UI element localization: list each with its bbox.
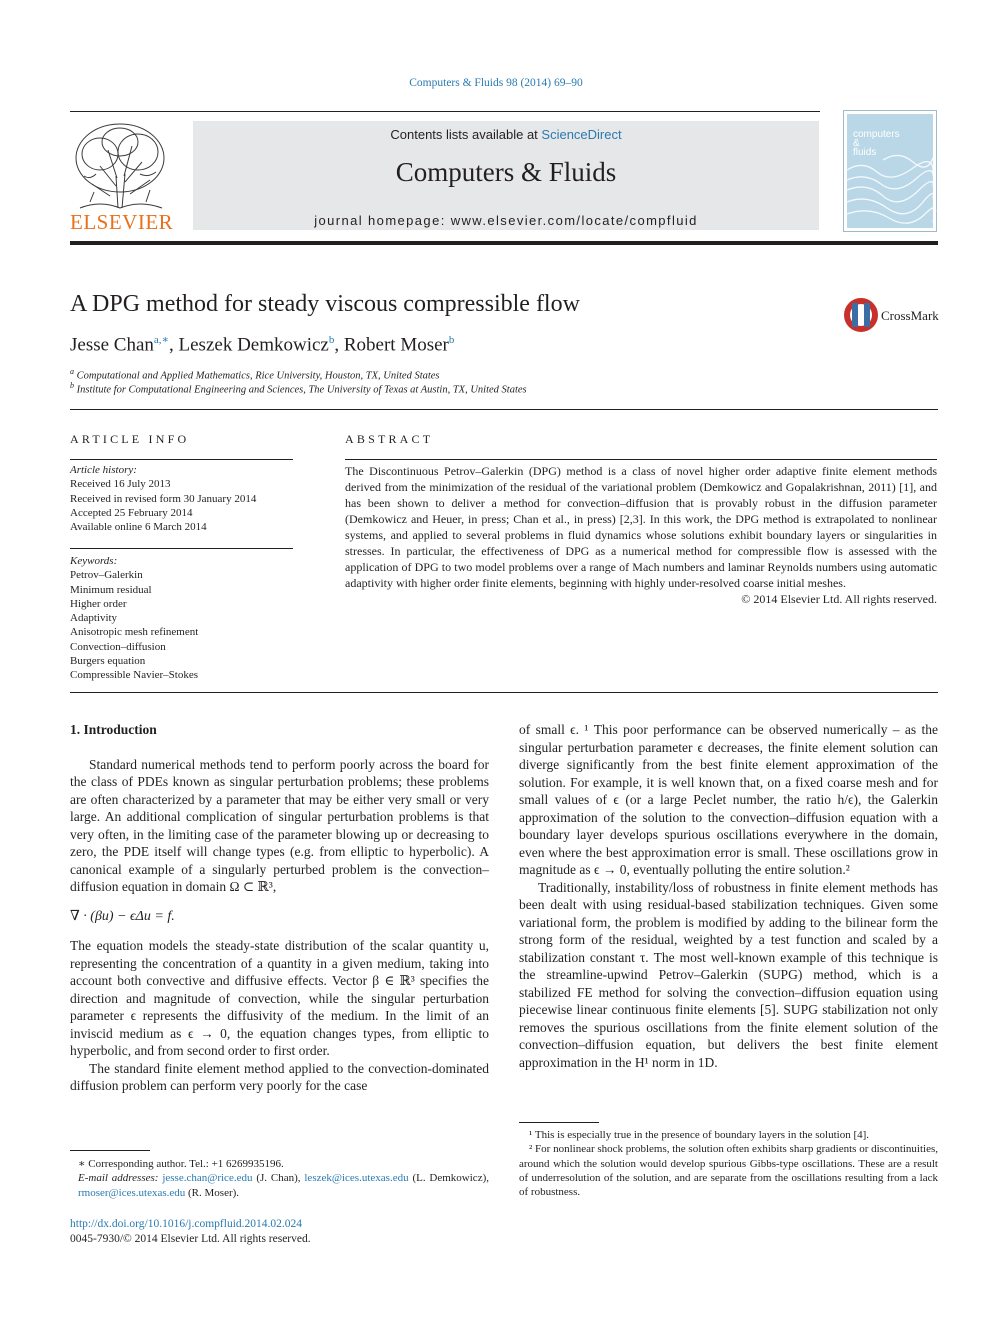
article-identifiers <box>70 1217 311 1246</box>
email-owner: (R. Moser). <box>188 1186 240 1199</box>
issn-line: 0045-7930/© 2014 Elsevier Ltd. All rights reserved. <box>70 1232 311 1245</box>
header-thick-rule <box>70 241 938 245</box>
abstract-copyright: © 2014 Elsevier Ltd. All rights reserved. <box>741 592 937 606</box>
front-matter-rule <box>70 692 938 693</box>
crossmark-badge[interactable] <box>843 297 943 333</box>
history-item: Received 16 July 2013 <box>70 478 171 491</box>
cover-title <box>853 130 900 157</box>
email-label: E-mail addresses: <box>78 1172 159 1185</box>
abstract-rule <box>345 459 937 460</box>
author-sup[interactable]: a,∗ <box>153 334 170 346</box>
journal-cover[interactable] <box>843 110 937 232</box>
affiliation-sup: a <box>70 367 74 376</box>
journal-name: Computers & Fluids <box>395 157 617 187</box>
abstract-heading: ABSTRACT <box>345 432 434 446</box>
article-info-heading: ARTICLE INFO <box>70 432 190 446</box>
cover-line-1: computers <box>853 129 900 140</box>
footnote: ¹ This is especially true in the presence of boundary layers in the solution [4]. <box>529 1129 870 1141</box>
corresponding-author: ∗ Corresponding author. Tel.: +1 6269935196. <box>78 1158 284 1170</box>
keyword: Anisotropic mesh refinement <box>70 626 199 639</box>
crossmark-label: CrossMark <box>881 308 939 323</box>
left-column <box>70 721 489 1095</box>
keyword: Adaptivity <box>70 612 118 625</box>
keyword: Higher order <box>70 597 127 610</box>
journal-homepage[interactable]: journal homepage: www.elsevier.com/locate/compfluid <box>314 213 698 228</box>
author-name[interactable]: Jesse Chan <box>70 334 154 356</box>
author-sup[interactable]: b <box>328 334 335 346</box>
abstract-body <box>345 463 937 607</box>
article-history <box>70 463 293 534</box>
keyword: Compressible Navier–Stokes <box>70 669 199 682</box>
article-info-rule <box>70 459 293 460</box>
author-list: Jesse Chan$^{a,∗}$, Leszek Demkowicz$^b$, Robert Moser$^b$ <box>70 334 455 356</box>
elsevier-wordmark: ELSEVIER <box>70 210 174 234</box>
keyword: Petrov–Galerkin <box>70 569 143 582</box>
abstract-text: The Discontinuous Petrov–Galerkin (DPG) method is a class of novel higher order adaptive finite element methods derived from the minimization of the residual of the variational problem (Demkowicz and Gopalakrishnan, 2011) [1], and has been shown to deliver a method for convection–diffusion that is provably robust in the diffusion parameter (Demkowicz and Heuer, in press; Chan et al., in press) [2,3]. In this work, the DPG method is extrapolated to nonlinear systems, and applied to several problems in fluid dynamics whose solutions exhibit boundary layers or singularities in stresses. In particular, the effectiveness of DPG as a numerical method for compressible flow is assessed with the application of DPG to two model problems over a range of Mach numbers and laminar Reynolds numbers using automatic adaptivity with higher order finite elements, beginning with highly under-resolved coarse initial meshes. <box>345 464 937 590</box>
affiliation-text: Institute for Computational Engineering and Sciences, The University of Texas at Austin, TX, United States <box>76 384 527 396</box>
sciencedirect-link[interactable]: ScienceDirect <box>541 127 622 142</box>
email-addresses <box>70 1171 489 1200</box>
section-heading: 1. Introduction <box>70 722 157 737</box>
author-name[interactable]: Robert Moser <box>343 334 449 356</box>
author-sup[interactable]: b <box>448 334 455 346</box>
email-link[interactable]: leszek@ices.utexas.edu <box>304 1172 409 1185</box>
affiliation-sup: b <box>70 381 74 390</box>
right-column <box>519 721 938 1071</box>
affiliation <box>70 381 527 396</box>
footnote: ² For nonlinear shock problems, the solution often exhibits sharp gradients or discontinuities, around which the solution would develop spurious Gibbs-type oscillations. These are a result of underresolution of the solution, and are separate from the oscillations resulting from a lack of robustness. <box>519 1143 939 1199</box>
paragraph: The standard finite element method applied to the convection-dominated diffusion problem can perform very poorly for the case <box>70 1060 489 1093</box>
paragraph: Traditionally, instability/loss of robustness in finite element methods has been dealt with using residual-based stabilization techniques. Given some variational form, the problem is modified by adding to the bilinear form the strong form of the residual, weighted by a test function and scaled by a stabilization constant τ. The most well-known example of this technique is the streamline-upwind Petrov–Galerkin (SUPG) method, which is a stabilized FE method for solving the convection–diffusion equation using piecewise linear continuous finite elements [5]. SUPG stabilization not only removes the spurious oscillations from the finite element solution of the convection–diffusion equation, but delivers the best finite element approximation in the H¹ norm in 1D. <box>519 879 938 1070</box>
affiliation <box>70 367 440 382</box>
elsevier-logo[interactable] <box>70 116 174 234</box>
crossmark-icon <box>843 297 879 333</box>
history-item: Available online 6 March 2014 <box>70 521 207 534</box>
email-link[interactable]: rmoser@ices.utexas.edu <box>78 1186 186 1199</box>
email-owner: (L. Demkowicz), <box>412 1172 489 1185</box>
paragraph: of small ϵ. ¹ This poor performance can be observed numerically – as the singular perturbation parameter ϵ decreases, the finite element solution can diverge significantly from the best finite element approximation of the solution. For example, it is well known that, on a fixed coarse mesh and for small values of ϵ (or a large Peclet number, the ratio h/ϵ), the Galerkin approximation of the solution to the convection–diffusion equation with a boundary layer develops spurious oscillations everywhere in the domain, even where the best approximation error is small. These oscillations grow in magnitude as ϵ → 0, eventually polluting the entire solution.² <box>519 722 938 877</box>
corresponding-author-note <box>70 1157 489 1200</box>
keyword: Minimum residual <box>70 583 152 596</box>
email-link[interactable]: jesse.chan@rice.edu <box>162 1172 253 1185</box>
keyword: Burgers equation <box>70 655 146 668</box>
affiliation-text: Computational and Applied Mathematics, Rice University, Houston, TX, United States <box>76 370 440 382</box>
keywords-label: Keywords: <box>70 555 118 567</box>
contents-prefix: Contents lists available at <box>390 127 542 142</box>
history-label: Article history: <box>70 464 137 476</box>
header-rule <box>70 111 820 112</box>
paragraph: Standard numerical methods tend to perform poorly across the board for the class of PDEs known as singular perturbation problems; these problems are often characterized by a parameter that may be either very small or very large. An additional complication of singular perturbation problems is that very often, in the limiting case of the parameter blowing up or decreasing to zero, the PDE itself will change types (e.g. from elliptic to hyperbolic). A canonical example of a singularly perturbed problem is the convection–diffusion equation in domain Ω ⊂ ℝ³, <box>70 756 489 894</box>
affiliation-rule <box>70 409 938 410</box>
footnote-rule <box>70 1150 150 1151</box>
footnote-rule <box>519 1122 599 1123</box>
journal-banner <box>193 121 819 230</box>
history-item: Received in revised form 30 January 2014 <box>70 492 257 505</box>
email-owner: (J. Chan), <box>256 1172 301 1185</box>
author-name[interactable]: Leszek Demkowicz <box>178 334 329 356</box>
keywords <box>70 554 293 683</box>
history-item: Accepted 25 February 2014 <box>70 506 193 519</box>
equation: ∇ · (βu) − ϵΔu = f. <box>70 908 175 924</box>
footnotes <box>519 1128 938 1199</box>
keywords-rule <box>70 548 293 549</box>
doi-link[interactable]: http://dx.doi.org/10.1016/j.compfluid.2014.02.024 <box>70 1218 303 1230</box>
cover-line-3: fluids <box>853 147 877 158</box>
article-title: A DPG method for steady viscous compressible flow <box>70 291 580 317</box>
paragraph: The equation models the steady-state distribution of the scalar quantity u, representing the concentration of a quantity in a given medium, taking into account both convective and diffusive effects. Vector β ∈ ℝ³ specifies the direction and magnitude of convection, while the singular perturbation parameter ϵ represents the diffusivity of the medium. In the limit of an inviscid medium as ϵ → 0, the equation changes types, from elliptic to hyperbolic, and from second order to first order. <box>70 938 489 1058</box>
cover-line-2: & <box>853 138 860 149</box>
keyword: Convection–diffusion <box>70 640 166 653</box>
journal-citation[interactable]: Computers & Fluids 98 (2014) 69–90 <box>409 77 583 89</box>
contents-line <box>193 127 819 142</box>
